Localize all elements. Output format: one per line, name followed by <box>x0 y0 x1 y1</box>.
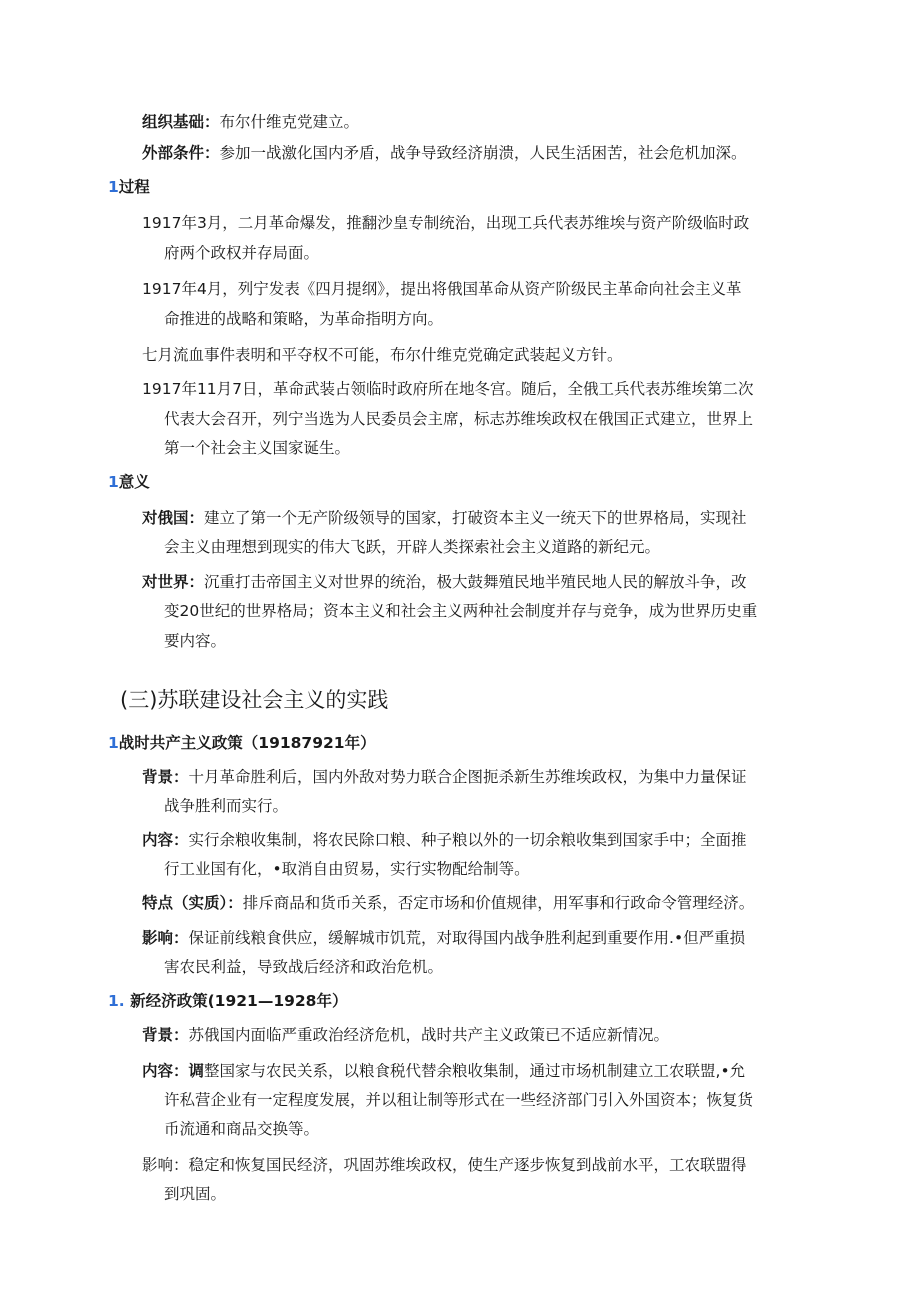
org-basis-text: 布尔什维克党建立。 <box>219 113 360 131</box>
meaning-number: 1 <box>108 473 119 491</box>
wc-impact-line1 <box>142 923 745 953</box>
nep-title: 新经济政策(1921—1928年） <box>130 992 348 1010</box>
meaning-russia-line2: 会主义由理想到现实的伟大飞跃，开辟人类探索社会主义道路的新纪元。 <box>164 538 661 556</box>
meaning-title: 意义 <box>118 473 150 491</box>
process-p1-line2: 府两个政权并存局面。 <box>164 244 320 262</box>
meaning-heading <box>108 467 150 497</box>
section3-heading: (三)苏联建设社会主义的实践 <box>120 688 389 712</box>
process-number: 1 <box>108 178 119 196</box>
wc-content-text1: 实行余粮收集制，将农民除口粮、种子粮以外的一切余粮收集到国家手中；全面推 <box>188 831 747 849</box>
wc-feature-text1: 排斥商品和货币关系，否定市场和价值规律，用军事和行政命令管理经济。 <box>242 894 755 912</box>
meaning-russia-text1: 建立了第一个无产阶级领导的国家，打破资本主义一统天下的世界格局，实现社 <box>204 509 747 527</box>
meaning-world-line2: 变20世纪的世界格局；资本主义和社会主义两种社会制度并存与竞争，成为世界历史重 <box>164 602 758 620</box>
war-communism-number: 1 <box>108 734 119 752</box>
external-conditions-line <box>142 138 747 168</box>
meaning-world-label: 对世界： <box>142 573 205 591</box>
process-p4-line3: 第一个社会主义国家诞生。 <box>164 439 351 457</box>
external-conditions-label: 外部条件： <box>142 144 220 162</box>
wc-impact-label: 影响： <box>142 929 189 947</box>
war-communism-heading <box>108 728 376 758</box>
wc-content-label: 内容： <box>142 831 189 849</box>
meaning-russia-label: 对俄国： <box>142 509 205 527</box>
external-conditions-text: 参加一战激化国内矛盾，战争导致经济崩溃，人民生活困苦，社会危机加深。 <box>219 144 747 162</box>
nep-content-label: 内容：调 <box>142 1062 205 1080</box>
nep-number: 1. <box>108 992 125 1010</box>
wc-content-line2: 行工业国有化，•取消自由贸易，实行实物配给制等。 <box>164 860 530 878</box>
war-communism-title: 战时共产主义政策（19187921年） <box>118 734 376 752</box>
wc-content-line1 <box>142 825 747 855</box>
nep-content-line3: 币流通和商品交换等。 <box>164 1120 320 1138</box>
nep-impact-line1 <box>142 1150 747 1180</box>
nep-impact-text1: 稳定和恢复国民经济，巩固苏维埃政权，使生产逐步恢复到战前水平，工农联盟得 <box>188 1156 747 1174</box>
nep-impact-line2: 到巩固。 <box>164 1185 227 1203</box>
meaning-russia-line1 <box>142 503 747 533</box>
nep-heading <box>108 986 347 1016</box>
wc-impact-text1: 保证前线粮食供应，缓解城市饥荒，对取得国内战争胜利起到重要作用.•但严重损 <box>188 929 746 947</box>
process-p1-line1: 1917年3月，二月革命爆发，推翻沙皇专制统治，出现工兵代表苏维埃与资产阶级临时政 <box>142 214 750 232</box>
wc-feature-line1 <box>142 888 754 918</box>
nep-content-line2: 许私营企业有一定程度发展，并以租让制等形式在一些经济部门引入外国资本；恢复货 <box>164 1091 754 1109</box>
meaning-world-text1: 沉重打击帝国主义对世界的统治，极大鼓舞殖民地半殖民地人民的解放斗争，改 <box>204 573 747 591</box>
nep-content-text1: 整国家与农民关系，以粮食税代替余粮收集制，通过市场机制建立工农联盟,•允 <box>204 1062 746 1080</box>
wc-background-label: 背景： <box>142 768 189 786</box>
wc-impact-line2: 害农民利益，导致战后经济和政治危机。 <box>164 958 444 976</box>
process-heading <box>108 172 150 202</box>
nep-background-line1 <box>142 1020 669 1050</box>
process-p3-line1: 七月流血事件表明和平夺权不可能，布尔什维克党确定武装起义方针。 <box>142 346 623 364</box>
process-p2-line1: 1917年4月，列宁发表《四月提纲》，提出将俄国革命从资产阶级民主革命向社会主义革 <box>142 280 742 298</box>
process-p4-line1: 1917年11月7日，革命武装占领临时政府所在地冬宫。随后，全俄工兵代表苏维埃第二次 <box>142 380 754 398</box>
wc-background-text1: 十月革命胜利后，国内外敌对势力联合企图扼杀新生苏维埃政权，为集中力量保证 <box>188 768 747 786</box>
process-p4-line2: 代表大会召开，列宁当选为人民委员会主席，标志苏维埃政权在俄国正式建立，世界上 <box>164 410 754 428</box>
meaning-world-line3: 要内容。 <box>164 632 227 650</box>
process-p2-line2: 命推进的战略和策略，为革命指明方向。 <box>164 310 444 328</box>
wc-background-line2: 战争胜利而实行。 <box>164 797 289 815</box>
wc-feature-label: 特点（实质）： <box>142 894 243 912</box>
process-title: 过程 <box>118 178 150 196</box>
meaning-world-line1 <box>142 567 747 597</box>
nep-content-line1 <box>142 1056 745 1086</box>
nep-background-text1: 苏俄国内面临严重政治经济危机，战时共产主义政策已不适应新情况。 <box>188 1026 670 1044</box>
nep-impact-label: 影响： <box>142 1156 189 1174</box>
org-basis-label: 组织基础： <box>142 113 220 131</box>
wc-background-line1 <box>142 762 747 792</box>
org-basis-line <box>142 107 359 137</box>
nep-background-label: 背景： <box>142 1026 189 1044</box>
